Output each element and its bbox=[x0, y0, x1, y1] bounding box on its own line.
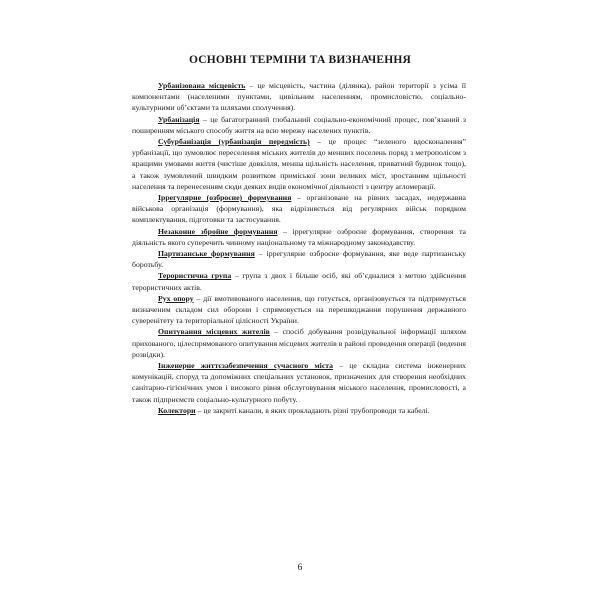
term: Партизанське формування bbox=[158, 249, 255, 259]
term: Урбанізація bbox=[158, 114, 200, 124]
definition-entry bbox=[132, 226, 466, 248]
definition-text: – спосіб добування розвідувальної інформації шляхом прихованого, цілеспрямованого опитування місцевих жителів в районі проведення операції (ведення розвідки). bbox=[132, 327, 466, 359]
definition-text: – це багатогранний глобальний соціально-економічний процес, пов’язаний з поширенням міського способу життя на всю мережу населених пунктів. bbox=[132, 114, 466, 135]
term: Урбанізована місцевість bbox=[158, 81, 246, 90]
definitions-list bbox=[132, 80, 466, 416]
definition-entry bbox=[132, 293, 466, 327]
term: Колектори bbox=[158, 405, 196, 415]
definition-entry bbox=[132, 80, 466, 114]
term: Терористична група bbox=[158, 271, 232, 281]
term: Опитування місцевих жителів bbox=[158, 327, 270, 337]
page-title: ОСНОВНІ ТЕРМІНИ ТА ВИЗНАЧЕННЯ bbox=[188, 54, 412, 66]
page-number: 6 bbox=[297, 563, 303, 573]
definition-text: – іррегулярне озброєне формування, створення та діяльність якого суперечить чинному національному та міжнародному законодавству. bbox=[132, 226, 466, 247]
definition-text: – це процес “зеленого вдосконалення” урбанізації, що зумовлює переселення міських жителів до менших поселень поряд з метрополісом з кращими умовами життя (чистіше довкілля, менша щільність населення, приватний будинок тощо), а також зумовлений швидким розвитком приміської зони великих міст, зростанням щільності населення та перенесенням сюди деяких видів економічної діяльності з центру агломерації. bbox=[132, 137, 466, 191]
term: Інженерне життєзабезпечення сучасного міста bbox=[158, 361, 334, 371]
term: Незаконне збройне формування bbox=[158, 226, 278, 236]
definition-text: – це місцевість, частина (ділянка), район території з усіма її компонентами (населеними пунктами, цивільним населенням, промисловістю, соціально-культурними об’єктами та шляхами сполучення). bbox=[132, 81, 466, 113]
definition-entry bbox=[132, 405, 466, 416]
term: Іррегулярне (озброєне) формування bbox=[158, 193, 292, 203]
definition-text: – дії вмотивованого населення, що готується, організовується та підтримується визначеним складом сил оборони і спрямовується на перешкоджання порушення державного суверенітету та територіальної цілісності України. bbox=[132, 293, 466, 326]
definition-entry bbox=[132, 192, 466, 226]
definition-entry bbox=[132, 326, 466, 360]
definition-text: – організоване на рівних засадах, недержавна військова організація (формування), яка відрізняється від регулярних військ порядком комплектування, підготовки та застосування. bbox=[132, 193, 466, 225]
definition-text: – група з двох і більше осіб, які об’єдналися з метою здійснення терористичних актів. bbox=[132, 271, 466, 292]
definition-entry bbox=[132, 248, 466, 270]
definition-text: – іррегулярне озброєне формування, яке веде партизанську боротьбу. bbox=[132, 249, 466, 270]
definition-text: – це складна система інженерних комунікацій, споруд та допоміжних спеціальних установок, призначених для створення необхідних санітарно-гігієнічних умов і високого рівня обслуговування міського населення, промисловості, а також підприємств соціально-культурного побуту. bbox=[132, 361, 466, 404]
definition-entry bbox=[132, 136, 466, 192]
definition-entry bbox=[132, 270, 466, 292]
definition-entry bbox=[132, 360, 466, 405]
term: Субурбанізація (урбанізація передмість) bbox=[158, 137, 310, 147]
definition-entry bbox=[132, 114, 466, 136]
term: Рух опору bbox=[158, 293, 194, 303]
definition-text: – це закриті канали, в яких прокладають різні трубопроводи та кабелі. bbox=[195, 405, 430, 415]
